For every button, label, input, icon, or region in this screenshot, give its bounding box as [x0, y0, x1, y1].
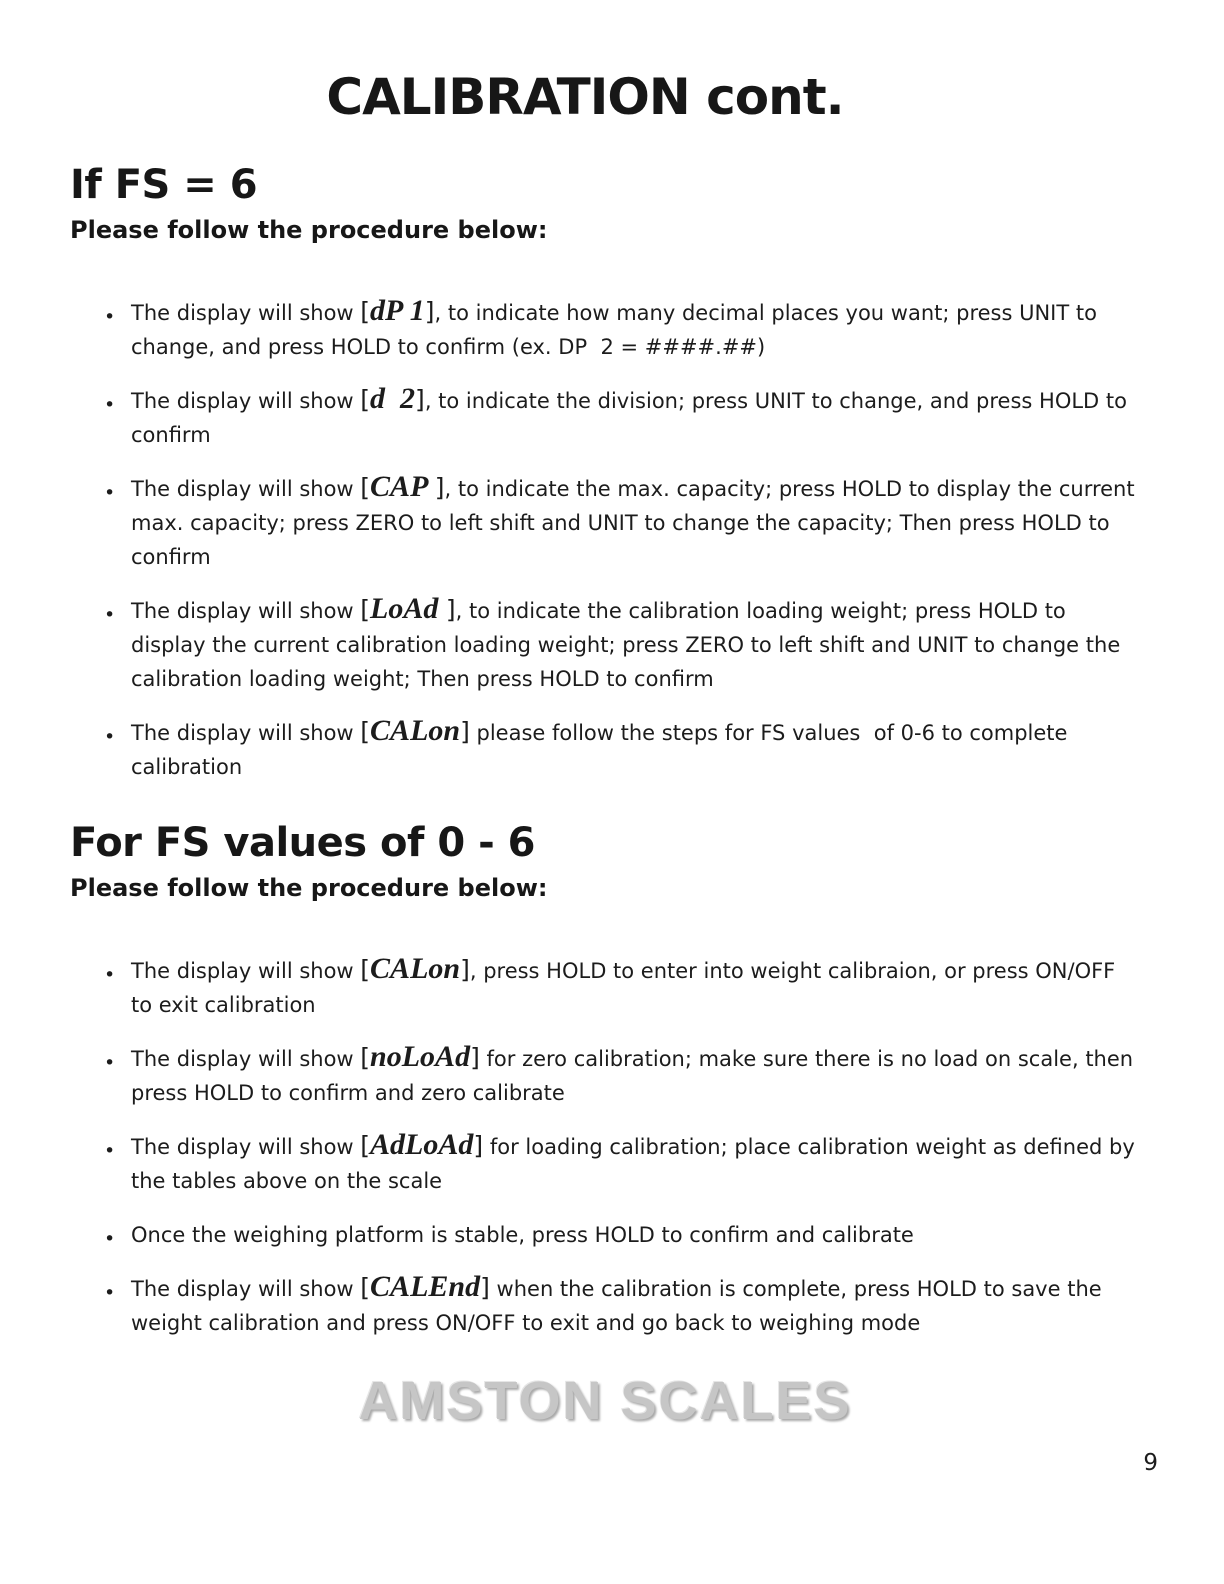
- bracket: ]: [473, 1131, 484, 1161]
- list-item: [104, 1042, 1140, 1110]
- bullet-list: [70, 954, 1140, 1340]
- text-run: The display will show: [131, 389, 361, 414]
- section-heading: For FS values of 0 - 6: [70, 820, 535, 867]
- list-item: [104, 594, 1140, 696]
- bracket: [: [360, 1273, 371, 1303]
- list-item: [104, 384, 1140, 452]
- text-run: The display will show: [131, 1047, 361, 1072]
- list-item: [104, 954, 1140, 1022]
- bracket: [: [360, 595, 371, 625]
- bracket: [: [360, 1043, 371, 1073]
- page-number: 9: [1143, 1450, 1158, 1476]
- list-item: [104, 296, 1140, 364]
- bullet-text: [131, 294, 1104, 360]
- list-item: [104, 716, 1140, 784]
- page-title: CALIBRATION cont.: [326, 68, 844, 126]
- display-code: CAP: [370, 470, 435, 504]
- text-run: , to indicate the calibration loading weight; press HOLD to display the current calibration loading weight; press ZERO to left shift and UNIT to change the calibration loading weight; Then press HOLD to confirm: [131, 599, 1127, 692]
- text-run: , press HOLD to enter into weight calibraion, or press ON/OFF to exit calibration: [131, 959, 1122, 1018]
- bullet-marker: •: [104, 604, 116, 627]
- list-item: [104, 1130, 1140, 1198]
- display-code: CALon: [370, 714, 461, 748]
- display-code: CALon: [370, 952, 461, 986]
- bracket: [: [360, 297, 371, 326]
- text-run: The display will show: [131, 1277, 361, 1302]
- watermark: AMSTON SCALES: [358, 1371, 852, 1432]
- display-code: dP 1: [370, 294, 425, 327]
- bullet-marker: •: [104, 394, 116, 417]
- bracket: ]: [460, 717, 470, 747]
- bracket: [: [360, 955, 371, 985]
- bullet-marker: •: [104, 482, 116, 505]
- text-run: Once the weighing platform is stable, press HOLD to confirm and calibrate: [131, 1223, 914, 1248]
- text-run: The display will show: [131, 959, 361, 984]
- display-code: LoAd: [370, 592, 446, 626]
- bracket: [: [360, 473, 371, 503]
- list-item: [104, 472, 1140, 574]
- bullet-text: [131, 714, 1075, 780]
- display-code: d 2: [370, 382, 416, 416]
- bullet-marker: •: [104, 1282, 116, 1305]
- text-run: The display will show: [131, 477, 361, 502]
- bullet-text: [131, 1270, 1109, 1336]
- text-run: when the calibration is complete, press HOLD to save the weight calibration and press ON/OFF to exit and go back to weighing mode: [131, 1277, 1109, 1336]
- bullet-list: [70, 296, 1140, 784]
- text-run: , to indicate the max. capacity; press HOLD to display the current max. capacity; press ZERO to left shift and UNIT to change the capacity; Then press HOLD to confirm: [131, 477, 1142, 570]
- section-fs-values-0-6: [70, 820, 1140, 1340]
- bullet-text: [131, 1223, 914, 1247]
- list-item: [104, 1272, 1140, 1340]
- bullet-text: [131, 952, 1122, 1018]
- text-run: , to indicate the division; press UNIT to change, and press HOLD to confirm: [131, 389, 1134, 448]
- bullet-marker: •: [104, 1140, 116, 1163]
- display-code: noLoAd: [370, 1040, 471, 1074]
- bullet-text: [131, 470, 1142, 570]
- bullet-marker: •: [104, 964, 116, 987]
- bracket: ]: [415, 385, 425, 415]
- bullet-text: [131, 592, 1127, 692]
- section-if-fs-6: [70, 162, 1140, 784]
- bracket: ]: [424, 297, 435, 326]
- text-run: for loading calibration; place calibration weight as defined by the tables above on the scale: [131, 1135, 1142, 1194]
- bracket: [: [360, 717, 371, 747]
- section-subheading: Please follow the procedure below:: [70, 216, 548, 244]
- bracket: ]: [460, 955, 470, 985]
- bracket: ]: [470, 1043, 480, 1073]
- bracket: ]: [480, 1273, 490, 1303]
- bracket: [: [360, 1131, 371, 1161]
- text-run: please follow the steps for FS values of 0-6 to complete calibration: [131, 721, 1075, 780]
- bullet-marker: •: [104, 1228, 116, 1251]
- bracket: [: [360, 385, 371, 415]
- bullet-marker: •: [104, 306, 116, 328]
- text-run: The display will show: [131, 1135, 361, 1160]
- bracket: ]: [434, 473, 445, 503]
- display-code: CALEnd: [370, 1270, 481, 1304]
- bullet-text: [131, 1128, 1142, 1194]
- display-code: AdLoAd: [370, 1128, 474, 1162]
- bullet-marker: •: [104, 1052, 116, 1075]
- bracket: ]: [445, 595, 456, 625]
- bullet-text: [131, 382, 1134, 448]
- text-run: The display will show: [131, 721, 361, 746]
- text-run: , to indicate how many decimal places you want; press UNIT to change, and press HOLD to confirm (ex. DP 2 = ####.##): [131, 301, 1104, 360]
- text-run: for zero calibration; make sure there is no load on scale, then press HOLD to confirm and zero calibrate: [131, 1047, 1140, 1106]
- section-heading: If FS = 6: [70, 162, 258, 208]
- text-run: The display will show: [131, 301, 361, 325]
- list-item: [104, 1218, 1140, 1252]
- bullet-marker: •: [104, 726, 116, 749]
- bullet-text: [131, 1040, 1140, 1106]
- section-subheading: Please follow the procedure below:: [70, 874, 548, 903]
- text-run: The display will show: [131, 599, 361, 624]
